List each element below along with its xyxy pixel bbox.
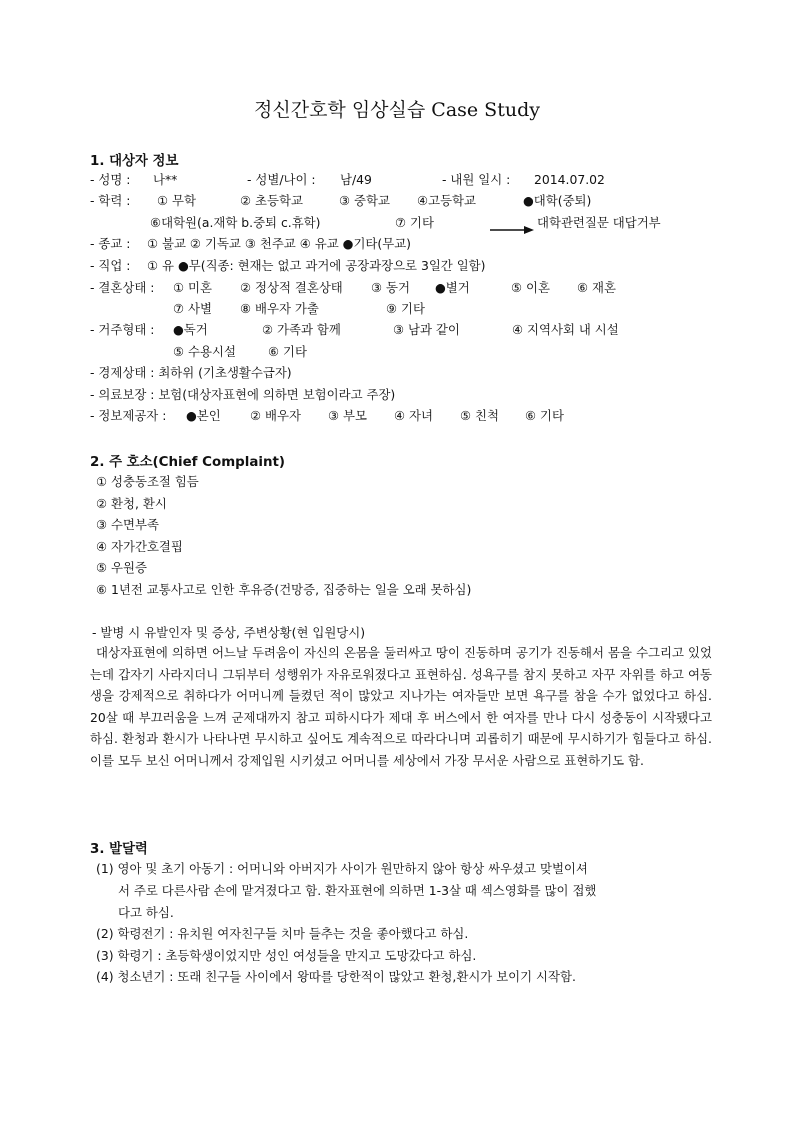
complaint-item: ⑤ 우원증 bbox=[96, 560, 147, 575]
edu-option: ① 무학 bbox=[157, 193, 196, 208]
edu-label: - 학력 : bbox=[90, 193, 131, 208]
onset-paragraph: 대상자표현에 의하면 어느날 두려움이 자신의 온몸을 둘러싸고 땅이 진동하며 공기가 진동해서 몸을 수그리고 있었는데 갑자기 사라지더니 그뒤부터 성행위가 자유로워졌다고 표현하심. 성욕구를 참지 못하고 자꾸 자위를 하고 여동생을 강제적으로 취하다가 어머니께 들켰던 적이 많았고 지나가는 여자들만 보면 욕구를 참을 수가 없었다고 하심. 20살 때 부끄러움을 느껴 군제대까지 참고 피하시다가 제대 후 버스에서 한 여자를 만나 다시 성충동이 시작됐다고 하심. 환청과 환시가 나타나면 무시하고 싶어도 계속적으로 따라다니며 괴롭히기 때문에 무시하기가 힘들다고 하심. 이를 모두 보신 어머니께서 강제입원 시키셨고 어머니를 세상에서 가장 무서운 사람으로 표현하기도 함. bbox=[90, 645, 712, 768]
residence-option: ⑤ 수용시설 bbox=[173, 344, 236, 359]
marital-label: - 결혼상태 : bbox=[90, 280, 155, 295]
marital-option: ② 정상적 결혼상태 bbox=[240, 280, 343, 295]
onset-heading: - 발병 시 유발인자 및 증상, 주변상황(현 입원당시) bbox=[92, 625, 366, 640]
edu-note: 대학관련질문 대답거부 bbox=[537, 215, 661, 230]
development-item: (3) 학령기 : 초등학생이었지만 성인 여성들을 만지고 도망갔다고 하심. bbox=[96, 948, 477, 963]
religion-label: - 종교 : bbox=[90, 236, 131, 251]
informant-option: ⑥ 기타 bbox=[525, 408, 564, 423]
visit-label: - 내원 일시 : bbox=[442, 172, 511, 187]
page-title: 정신간호학 임상실습 Case Study bbox=[254, 99, 540, 121]
residence-option: ③ 남과 같이 bbox=[393, 322, 460, 337]
complaint-item: ③ 수면부족 bbox=[96, 517, 159, 532]
sex-age-label: - 성별/나이 : bbox=[247, 172, 316, 187]
complaint-item: ⑥ 1년전 교통사고로 인한 후유증(건망증, 집중하는 일을 오래 못하심) bbox=[96, 582, 472, 597]
marital-option: ⑤ 이혼 bbox=[511, 280, 550, 295]
religion-options: ① 불교 ② 기독교 ③ 천주교 ④ 유교 ●기타(무교) bbox=[147, 236, 411, 251]
edu-option: ⑥대학원(a.재학 b.중퇴 c.휴학) bbox=[150, 215, 321, 230]
residence-option: ② 가족과 함께 bbox=[262, 322, 341, 337]
informant-label: - 정보제공자 : bbox=[90, 408, 167, 423]
insurance-line: - 의료보장 : 보험(대상자표현에 의하면 보험이라고 주장) bbox=[90, 387, 396, 402]
edu-option: ③ 중학교 bbox=[339, 193, 390, 208]
job-label: - 직업 : bbox=[90, 258, 131, 273]
development-item: (4) 청소년기 : 또래 친구들 사이에서 왕따를 당한적이 많았고 환청,환시가 보이기 시작함. bbox=[96, 969, 576, 984]
edu-option: ④고등학교 bbox=[417, 193, 476, 208]
residence-label: - 거주형태 : bbox=[90, 322, 155, 337]
marital-option: ⑦ 사별 bbox=[173, 301, 212, 316]
informant-option: ④ 자녀 bbox=[394, 408, 433, 423]
informant-option: ③ 부모 bbox=[328, 408, 367, 423]
development-item-cont: 서 주로 다른사람 손에 맡겨졌다고 함. 환자표현에 의하면 1-3살 때 섹스영화를 많이 접했 bbox=[118, 883, 597, 898]
edu-option: ② 초등학교 bbox=[240, 193, 303, 208]
section-1-heading: 1. 대상자 정보 bbox=[90, 154, 179, 169]
development-item-cont: 다고 하심. bbox=[118, 905, 174, 920]
marital-option: ① 미혼 bbox=[173, 280, 212, 295]
visit-value: 2014.07.02 bbox=[534, 172, 605, 187]
name-label: - 성명 : bbox=[90, 172, 131, 187]
marital-option: ⑧ 배우자 가출 bbox=[240, 301, 319, 316]
arrow-right-icon bbox=[490, 219, 534, 238]
edu-option: ●대학(중퇴) bbox=[523, 193, 592, 208]
name-value: 나** bbox=[153, 172, 178, 187]
marital-option: ⑥ 재혼 bbox=[577, 280, 616, 295]
marital-option: ⑨ 기타 bbox=[386, 301, 425, 316]
economy-line: - 경제상태 : 최하위 (기초생활수급자) bbox=[90, 365, 292, 380]
job-options: ① 유 ●무(직종: 현재는 없고 과거에 공장과장으로 3일간 일함) bbox=[147, 258, 486, 273]
section-2-heading: 2. 주 호소(Chief Complaint) bbox=[90, 455, 286, 470]
residence-option: ●독거 bbox=[173, 322, 208, 337]
sex-age-value: 남/49 bbox=[340, 172, 372, 187]
complaint-item: ④ 자가간호결핍 bbox=[96, 539, 183, 554]
residence-option: ⑥ 기타 bbox=[268, 344, 307, 359]
informant-option: ●본인 bbox=[186, 408, 221, 423]
marital-option: ③ 동거 bbox=[371, 280, 410, 295]
development-item: (1) 영아 및 초기 아동기 : 어머니와 아버지가 사이가 원만하지 않아 항상 싸우셨고 맞벌이셔 bbox=[96, 861, 588, 876]
complaint-item: ② 환청, 환시 bbox=[96, 496, 167, 511]
marital-option: ●별거 bbox=[435, 280, 470, 295]
complaint-item: ① 성충동조절 힘듬 bbox=[96, 474, 199, 489]
informant-option: ② 배우자 bbox=[250, 408, 301, 423]
section-3-heading: 3. 발달력 bbox=[90, 842, 148, 857]
development-item: (2) 학령전기 : 유치원 여자친구들 치마 들추는 것을 좋아했다고 하심. bbox=[96, 926, 469, 941]
informant-option: ⑤ 친척 bbox=[460, 408, 499, 423]
residence-option: ④ 지역사회 내 시설 bbox=[512, 322, 619, 337]
edu-option: ⑦ 기타 bbox=[395, 215, 434, 230]
